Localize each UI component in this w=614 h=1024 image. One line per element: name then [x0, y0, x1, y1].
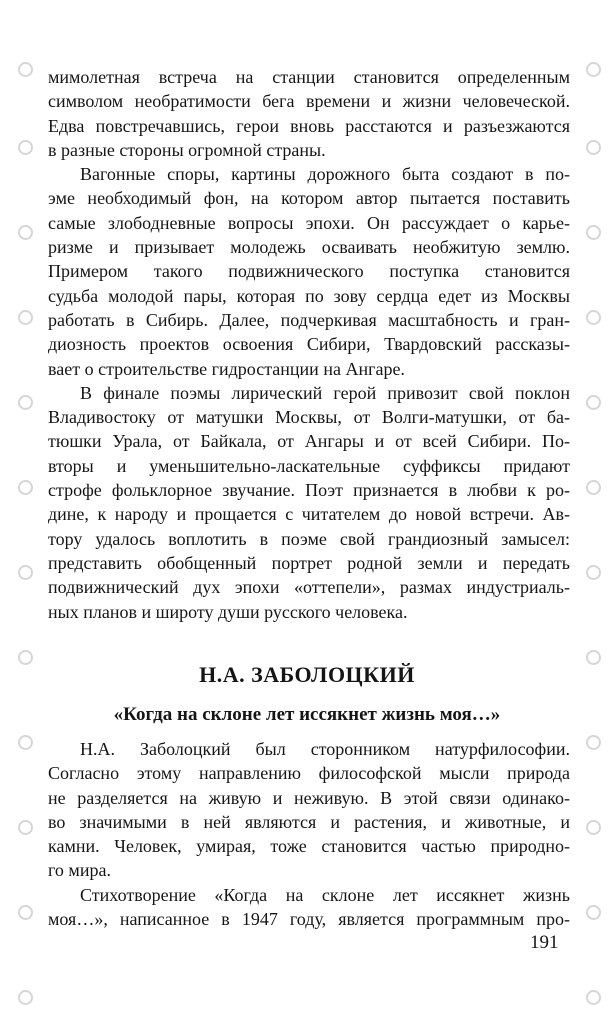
text-line: го мира.: [48, 860, 111, 881]
watermark-logo-icon: [586, 990, 601, 1005]
text-line: самые злободневные вопросы эпохи. Он рассуждает о карье-: [48, 212, 570, 233]
watermark-logo-icon: [18, 140, 33, 155]
text-line: моя…», написанное в 1947 году, является программным про-: [48, 909, 570, 930]
watermark-logo-icon: [586, 820, 601, 835]
text-line: символом необратимости бега времени и жизни человеческой.: [48, 91, 570, 112]
watermark-logo-icon: [18, 310, 33, 325]
paragraph: [48, 381, 570, 624]
text-line: во значимыми в ней являются и растения, и животные, и: [48, 811, 570, 832]
text-column-top: [48, 65, 570, 624]
watermark-logo-icon: [18, 735, 33, 750]
text-line: Стихотворение «Когда на склоне лет иссякнет жизнь: [80, 884, 570, 905]
watermark-logo-icon: [586, 225, 601, 240]
text-line: Едва повстречавшись, герои вновь расстаются и разъезжаются: [48, 115, 570, 136]
watermark-logo-icon: [18, 395, 33, 410]
text-line: вает о строительстве гидростанции на Ангаре.: [48, 358, 405, 379]
paragraph: [48, 65, 570, 162]
text-line: Примером такого подвижнического поступка становится: [48, 261, 570, 282]
watermark-logo-icon: [18, 990, 33, 1005]
text-line: ризме и призывает молодежь осваивать необжитую землю.: [48, 237, 570, 258]
watermark-logo-icon: [18, 62, 33, 77]
watermark-logo-icon: [586, 735, 601, 750]
watermark-logo-icon: [18, 565, 33, 580]
text-line: Н.А. Заболоцкий был сторонником натурфилософии.: [80, 739, 570, 759]
watermark-logo-icon: [18, 820, 33, 835]
paragraph: [48, 883, 570, 932]
text-line: не разделяется на живую и неживую. В этой связи одинако-: [48, 787, 570, 808]
text-line: Вагонные споры, картины дорожного быта создают в по-: [80, 164, 570, 185]
text-line: эме необходимый фон, на котором автор пытается поставить: [48, 188, 570, 209]
poem-title-heading: «Когда на склоне лет иссякнет жизнь моя…»: [113, 704, 501, 725]
text-line: тюшки Урала, от Байкала, от Ангары и от всей Сибири. По-: [48, 431, 570, 452]
text-line: представить обобщенный портрет родной земли и передать: [48, 552, 570, 573]
text-line: работать в Сибирь. Далее, подчеркивая масштабность и гран-: [48, 309, 570, 330]
watermark-logo-icon: [18, 480, 33, 495]
watermark-logo-icon: [18, 905, 33, 920]
text-line: Владивостоку от матушки Москвы, от Волги-матушки, от ба-: [48, 407, 570, 428]
paragraph: [48, 162, 570, 381]
watermark-logo-icon: [586, 565, 601, 580]
text-line: камни. Человек, умирая, тоже становится частью природно-: [48, 836, 570, 857]
text-line: вторы и уменьшительно-ласкательные суффиксы придают: [48, 455, 570, 476]
watermark-logo-icon: [586, 140, 601, 155]
text-line: дине, к народу и прощается с читателем до новой встречи. Ав-: [48, 504, 570, 525]
author-heading: Н.А. ЗАБОЛОЦКИЙ: [199, 662, 415, 687]
text-line: ных планов и широту души русского человека.: [48, 601, 408, 622]
watermark-logo-icon: [586, 310, 601, 325]
watermark-logo-icon: [586, 62, 601, 77]
text-line: строфе фольклорное звучание. Поэт признается в любви к ро-: [48, 480, 570, 501]
text-line: Согласно этому направлению философской мысли природа: [48, 763, 570, 784]
text-line: мимолетная встреча на станции становится определенным: [48, 67, 570, 87]
text-line: диозность проектов освоения Сибири, Твардовский рассказы-: [48, 334, 570, 355]
watermark-logo-icon: [586, 395, 601, 410]
text-line: судьба молодой пары, которая по зову сердца едет из Москвы: [48, 285, 570, 306]
text-line: В финале поэмы лирический герой привозит свой поклон: [80, 382, 570, 403]
text-line: тору удалось воплотить в поэме свой грандиозный замысел:: [48, 528, 570, 549]
page-number: 191: [530, 932, 559, 953]
text-column-bottom: [48, 737, 570, 931]
watermark-logo-icon: [18, 225, 33, 240]
text-line: подвижнический дух эпохи «оттепели», размах индустриаль-: [48, 577, 570, 598]
watermark-logo-icon: [586, 480, 601, 495]
paragraph: [48, 737, 570, 883]
watermark-logo-icon: [586, 905, 601, 920]
text-line: в разные стороны огромной страны.: [48, 139, 326, 160]
